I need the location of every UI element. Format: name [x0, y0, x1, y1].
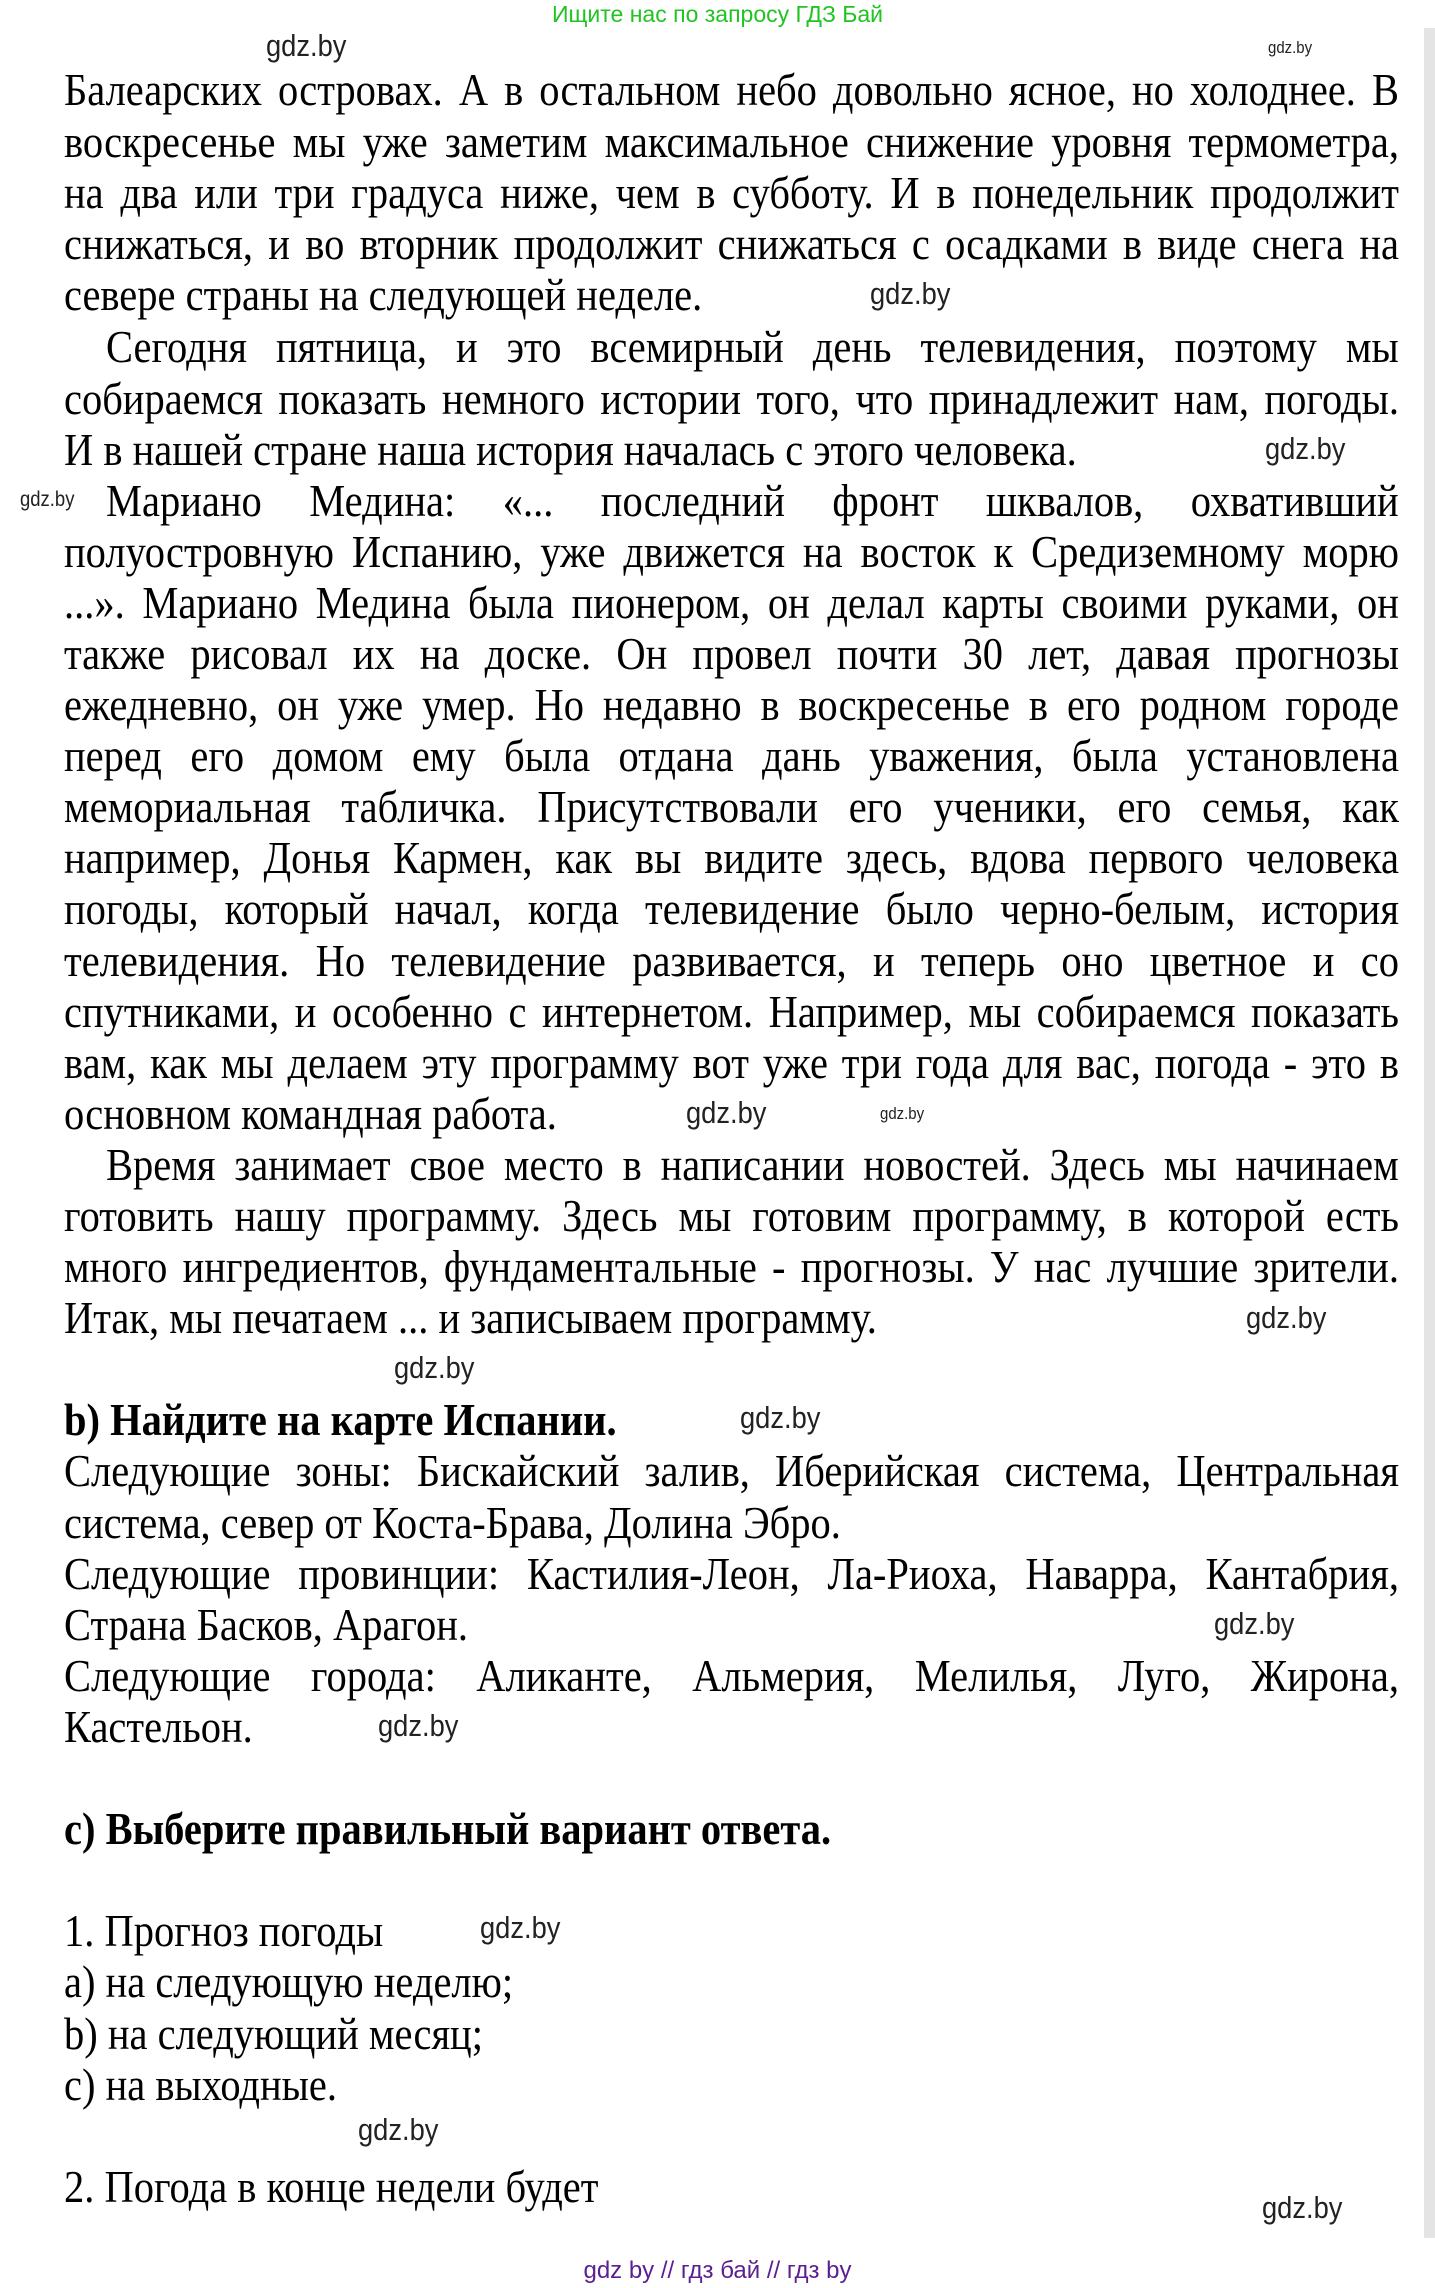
section-heading-b: b) Найдите на карте Испании. — [64, 1394, 617, 1445]
watermark: gdz.by — [378, 1708, 459, 1743]
text-line: Страна Басков, Арагон. — [64, 1599, 469, 1650]
watermark: gdz.by — [1246, 1300, 1327, 1335]
text-line: Мариано Медина: «... последний фронт шквалов, охвативший — [106, 475, 1399, 526]
watermark: gdz.by — [480, 1910, 561, 1945]
text-line: перед его домом ему была отдана дань уважения, была установлена — [64, 730, 1399, 781]
text-line: И в нашей стране наша история началась с этого человека. — [64, 424, 1077, 475]
text-line: Следующие города: Аликанте, Альмерия, Мелилья, Луго, Жирона, — [64, 1650, 1399, 1701]
text-line: спутниками, и особенно с интернетом. Например, мы собираемся показать — [64, 986, 1399, 1037]
search-banner: Ищите нас по запросу ГДЗ Бай — [551, 1, 884, 27]
text-line: на два или три градуса ниже, чем в субботу. И в понедельник продолжит — [64, 167, 1399, 218]
scrollbar[interactable] — [1424, 28, 1435, 2238]
watermark: gdz.by — [1268, 38, 1313, 57]
watermark: gdz.by — [20, 488, 75, 511]
text-line: телевидения. Но телевидение развивается, и теперь оно цветное и со — [64, 935, 1399, 986]
text-line: погоды, который начал, когда телевидение было черно-белым, история — [64, 883, 1399, 934]
watermark: gdz.by — [870, 276, 951, 311]
text-line: например, Донья Кармен, как вы видите здесь, вдова первого человека — [64, 832, 1399, 883]
answer-option-c: c) на выходные. — [64, 2059, 337, 2110]
watermark: gdz.by — [686, 1095, 767, 1130]
text-line: ...». Мариано Медина была пионером, он делал карты своими руками, он — [64, 577, 1399, 628]
text-line: снижаться, и во вторник продолжит снижаться с осадками в виде снега на — [64, 218, 1399, 269]
text-line: также рисовал их на доске. Он провел почти 30 лет, давая прогнозы — [64, 628, 1399, 679]
text-line: основном командная работа. — [64, 1088, 557, 1139]
question-1: 1. Прогноз погоды — [64, 1905, 384, 1956]
text-line: воскресенье мы уже заметим максимальное снижение уровня термометра, — [64, 116, 1399, 167]
text-line: вам, как мы делаем эту программу вот уже три года для вас, погода - это в — [64, 1037, 1399, 1088]
watermark: gdz.by — [880, 1104, 925, 1123]
footer-banner: gdz by // гдз бай // гдз by — [583, 2257, 852, 2284]
text-line: полуостровную Испанию, уже движется на восток к Средиземному морю — [64, 526, 1399, 577]
answer-option-a: a) на следующую неделю; — [64, 1956, 514, 2007]
watermark: gdz.by — [1262, 2190, 1343, 2225]
text-line: Кастельон. — [64, 1701, 253, 1752]
question-2: 2. Погода в конце недели будет — [64, 2161, 599, 2212]
text-line: собираемся показать немного истории того, что принадлежит нам, погоды. — [64, 373, 1399, 424]
text-line: Время занимает свое место в написании новостей. Здесь мы начинаем — [106, 1139, 1399, 1190]
text-line: Итак, мы печатаем ... и записываем программу. — [64, 1292, 877, 1343]
text-line: готовить нашу программу. Здесь мы готовим программу, в которой есть — [64, 1190, 1399, 1241]
watermark: gdz.by — [358, 2112, 439, 2147]
text-line: мемориальная табличка. Присутствовали его ученики, его семья, как — [64, 781, 1399, 832]
text-line: система, север от Коста-Брава, Долина Эбро. — [64, 1497, 841, 1548]
text-line: Сегодня пятница, и это всемирный день телевидения, поэтому мы — [106, 321, 1399, 372]
watermark: gdz.by — [266, 28, 347, 63]
answer-option-b: b) на следующий месяц; — [64, 2008, 483, 2059]
text-line: Следующие зоны: Бискайский залив, Иберийская система, Центральная — [64, 1445, 1399, 1496]
text-line: севере страны на следующей неделе. — [64, 269, 703, 320]
watermark: gdz.by — [740, 1400, 821, 1435]
watermark: gdz.by — [1214, 1606, 1295, 1641]
text-line: Балеарских островах. А в остальном небо довольно ясное, но холоднее. В — [64, 64, 1399, 115]
text-line: много ингредиентов, фундаментальные - прогнозы. У нас лучшие зрители. — [64, 1241, 1399, 1292]
watermark: gdz.by — [1265, 431, 1346, 466]
text-line: ежедневно, он уже умер. Но недавно в воскресенье в его родном городе — [64, 679, 1399, 730]
section-heading-c: c) Выберите правильный вариант ответа. — [64, 1803, 832, 1854]
watermark: gdz.by — [394, 1350, 475, 1385]
text-line: Следующие провинции: Кастилия-Леон, Ла-Риоха, Наварра, Кантабрия, — [64, 1548, 1399, 1599]
